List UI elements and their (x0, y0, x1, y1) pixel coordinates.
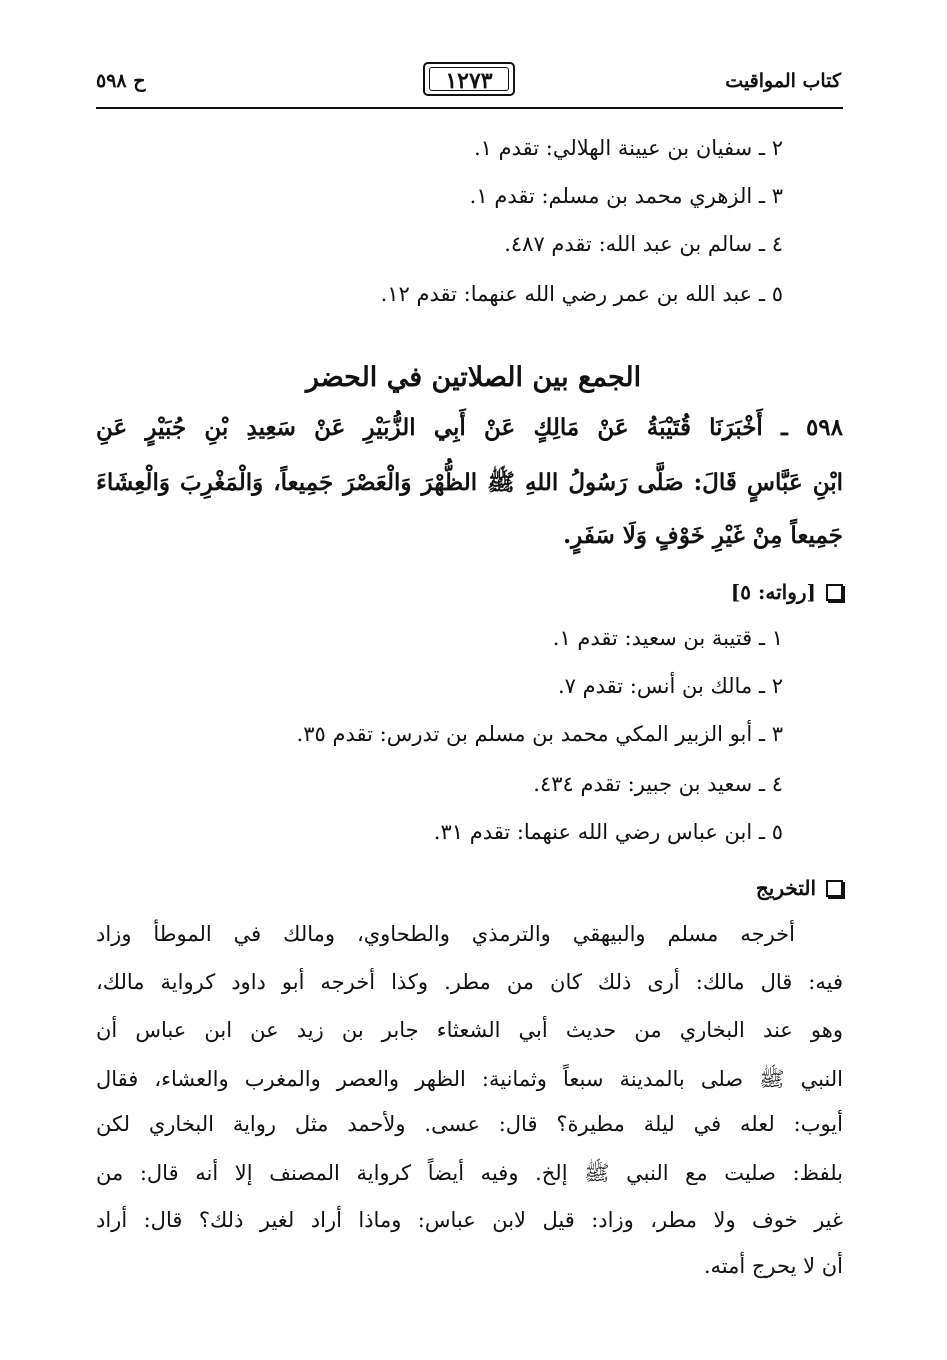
narrator-item: ٤ ـ سعيد بن جبير: تقدم ٤٣٤. (533, 772, 783, 796)
square-bullet-icon (826, 584, 843, 601)
narrator-item: ١ ـ قتيبة بن سعيد: تقدم ١. (552, 626, 783, 650)
header-rule (96, 107, 843, 109)
running-header-hadith-ref: ح ٥٩٨ (96, 70, 146, 92)
takhrij-line: أن لا يحرج أمته. (703, 1254, 843, 1278)
narrators-heading-label: [رواته: ٥] (730, 580, 816, 604)
takhrij-heading-label: التخريج (755, 876, 816, 900)
hadith-text-line: ٥٩٨ ـ أَخْبَرَنَا قُتَيْبَةُ عَنْ مَالِكٍ عَنْ أَبِي الزُّبَيْرِ عَنْ سَعِيدِ بْنِ جُبَيْرٍ عَنِ (96, 414, 843, 441)
square-bullet-icon (826, 880, 843, 897)
takhrij-heading (756, 876, 843, 900)
chapter-title: الجمع بين الصلاتين في الحضر (305, 362, 642, 393)
takhrij-line: بلفظ: صليت مع النبي ﷺ إلخ. وفيه أيضاً كرواية المصنف إلا أنه قال: من (96, 1161, 843, 1185)
hadith-text-line: جَمِيعاً مِنْ غَيْرِ خَوْفٍ وَلَا سَفَرٍ. (563, 522, 843, 549)
narrator-line: ٤ ـ سالم بن عبد الله: تقدم ٤٨٧. (504, 232, 783, 256)
takhrij-line: أخرجه مسلم والبيهقي والترمذي والطحاوي، ومالك في الموطأ وزاد (96, 922, 795, 946)
narrator-line: ٥ ـ عبد الله بن عمر رضي الله عنهما: تقدم ١٢. (380, 282, 783, 306)
takhrij-line: غير خوف ولا مطر، وزاد: قيل لابن عباس: وماذا أراد لغير ذلك؟ قال: أراد (96, 1208, 843, 1232)
narrator-line: ٢ ـ سفيان بن عيينة الهلالي: تقدم ١. (473, 136, 783, 160)
page-number-box: ١٢٧٣ (423, 62, 515, 96)
hadith-text-line: ابْنِ عَبَّاسٍ قَالَ: صَلَّى رَسُولُ اللهِ ﷺ الظُّهْرَ وَالْعَصْرَ جَمِيعاً، وَالْمَغْرِبَ وَالْعِشَاءَ (96, 469, 843, 496)
running-header-book-title: كتاب المواقيت (725, 70, 841, 92)
narrator-item: ٥ ـ ابن عباس رضي الله عنهما: تقدم ٣١. (433, 820, 783, 844)
narrator-line: ٣ ـ الزهري محمد بن مسلم: تقدم ١. (469, 184, 783, 208)
narrator-item: ٣ ـ أبو الزبير المكي محمد بن مسلم بن تدرس: تقدم ٣٥. (296, 722, 783, 746)
takhrij-line: أيوب: لعله في ليلة مطيرة؟ قال: عسى. ولأحمد مثل رواية البخاري لكن (96, 1112, 843, 1136)
takhrij-line: وهو عند البخاري من حديث أبي الشعثاء جابر بن زيد عن ابن عباس أن (96, 1018, 843, 1042)
narrators-heading (731, 580, 843, 604)
takhrij-line: النبي ﷺ صلى بالمدينة سبعاً وثمانية: الظهر والعصر والمغرب والعشاء، فقال (96, 1067, 843, 1091)
narrator-item: ٢ ـ مالك بن أنس: تقدم ٧. (557, 674, 783, 698)
takhrij-line: فيه: قال مالك: أرى ذلك كان من مطر. وكذا أخرجه أبو داود كرواية مالك، (96, 970, 843, 994)
